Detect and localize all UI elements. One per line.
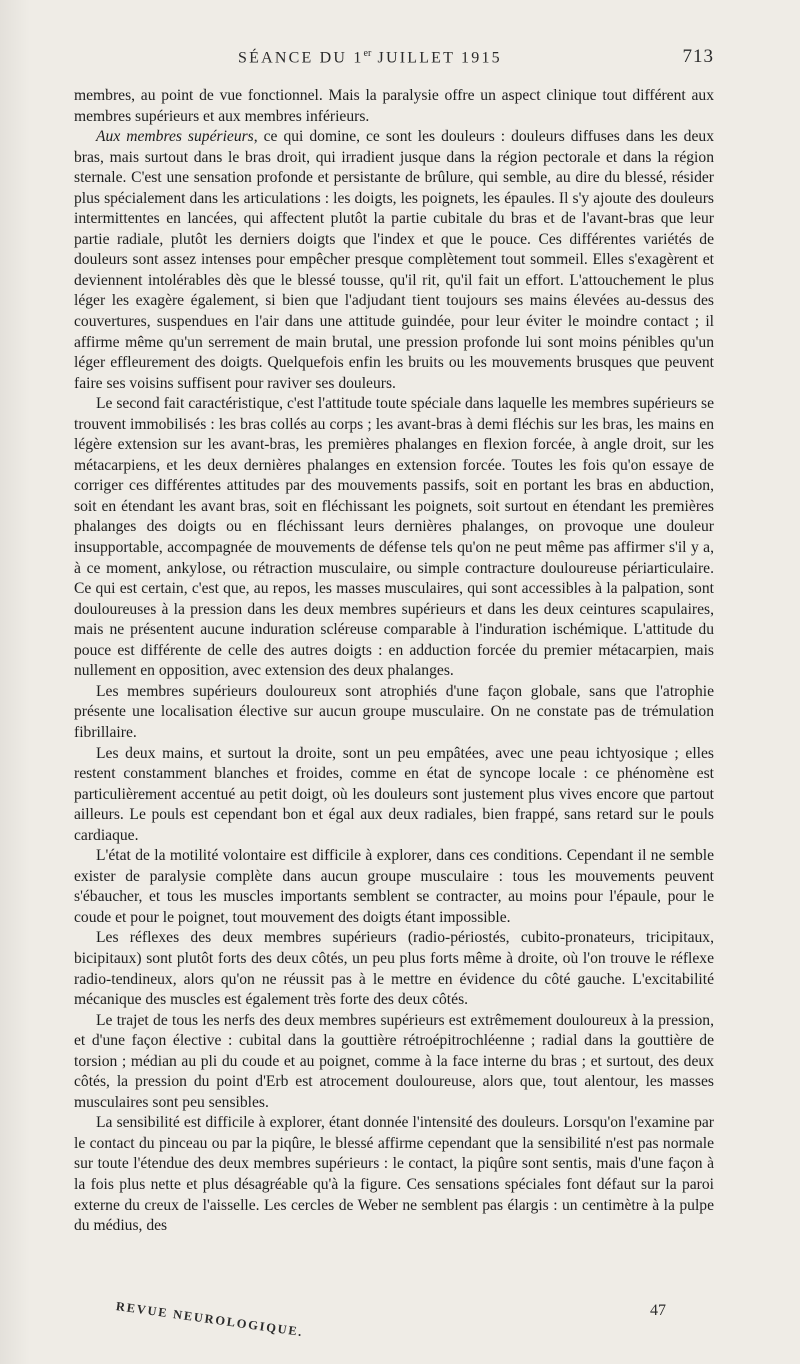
text-run: Le trajet de tous les nerfs des deux membres supérieurs est extrêmement douloureux à la pression, et d'une façon élective : cubital dans la gouttière rétroépitrochléenne ; radial dans la gouttière de torsion ; médian au pli du coude et au poignet, comme à la face interne du bras ; et surtout, des deux côtés, la pression du point d'Erb est atrocement douloureuse, alors que, tout alentour, les masses musculaires sont peu sensibles. xyxy=(74,1011,714,1111)
running-head xyxy=(0,48,800,70)
paragraph xyxy=(74,394,714,682)
page-gutter-shade xyxy=(0,0,30,1364)
text-run: Les réflexes des deux membres supérieurs (radio-périostés, cubito-pronateurs, tricipitaux, bicipitaux) sont plutôt forts des deux côtés, un peu plus forts même à droite, où l'on trouve le réflexe radio-tendineux, alors qu'on ne réussit pas à le mettre en évidence du côté gauche. L'excitabilité mécanique des muscles est également très forte des deux côtés. xyxy=(74,929,714,1009)
text-run: L'état de la motilité volontaire est difficile à explorer, dans ces conditions. Cependant il ne semble exister de paralysie complète dans aucun groupe musculaire : tous les mouvements peuvent s'ébaucher, et tous les muscles importants semblent se contracter, au moins pour l'épaule, pour le coude et pour le poignet, tout mouvement des doigts étant impossible. xyxy=(74,847,714,926)
signature-number: 47 xyxy=(650,1302,666,1319)
paragraph xyxy=(74,127,714,394)
text-run: membres, au point de vue fonctionnel. Mais la paralysie offre un aspect clinique tout différent aux membres supérieurs et aux membres inférieurs. xyxy=(74,87,714,125)
text-run: Les deux mains, et surtout la droite, sont un peu empâtées, avec une peau ichtyosique ; elles restent constamment blanches et froides, comme en état de syncope locale : ce phénomène est particulièrement accentué au petit doigt, où les douleurs sont justement plus vives encore que partout ailleurs. Le pouls est cependant bon et égal aux deux radiales, bien frappé, sans retard sur le pouls cardiaque. xyxy=(74,744,714,844)
text-run: , ce qui domine, ce sont les douleurs : douleurs diffuses dans les deux bras, mais surtout dans le bras droit, qui irradient jusque dans la région pectorale et dans la région sternale. C'est une sensation profonde et persistante de brûlure, qui semble, au dire du blessé, résider plus spécialement dans les articulations : les doigts, les poignets, les épaules. Il s'y ajoute des douleurs intermittentes en lancées, qui affectent plutôt la partie cubitale du bras et de l'avant-bras que leur partie radiale, plutôt les derniers doigts que l'index et que le pouce. Ces différentes variétés de douleurs sont assez intenses pour empêcher presque complètement tout sommeil. Elles s'exagèrent et deviennent intolérables dès que le blessé tousse, qu'il rit, qu'il fait un effort. L'attouchement le plus léger les exagère également, si bien que l'adjudant tient toujours ses mains élevées au-dessus des couvertures, suspendues en l'air dans une attitude guindée, pour leur éviter le moindre contact ; il affirme même qu'un serrement de main brutal, une pression profonde lui sont moins pénibles qu'un léger effleurement des doigts. Quelquefois enfin les bruits ou les mouvements brusques que peuvent faire ses voisins suffisent pour raviver ses douleurs. xyxy=(74,128,714,392)
paragraph xyxy=(74,682,714,744)
paragraph xyxy=(74,1113,714,1236)
page-number: 713 xyxy=(682,46,714,67)
body-text xyxy=(74,86,714,1237)
text-run: Les membres supérieurs douloureux sont atrophiés d'une façon globale, sans que l'atrophie présente une localisation élective sur aucun groupe musculaire. On ne constate pas de trémulation fibrillaire. xyxy=(74,682,714,741)
italic-run: Aux membres supérieurs xyxy=(96,128,254,146)
paragraph xyxy=(74,744,714,847)
paragraph xyxy=(74,1011,714,1114)
running-head-title: SÉANCE DU 1er JUILLET 1915 xyxy=(238,48,502,67)
paragraph xyxy=(74,86,714,127)
paragraph xyxy=(74,928,714,1010)
text-run: La sensibilité est difficile à explorer, étant donnée l'intensité des douleurs. Lorsqu'on l'examine par le contact du pinceau ou par la piqûre, le blessé affirme cependant que la sensibilité n'est pas normale sur toute l'étendue des deux membres supérieurs : le contact, la piqûre sont sentis, mais d'une façon à la fois plus nette et plus désagréable qu'à la figure. Ces sensations spéciales font défaut sur la paroi externe du creux de l'aisselle. Les cercles de Weber ne semblent pas élargis : un centimètre à la pulpe du médius, des xyxy=(74,1114,714,1235)
journal-footer: REVUE NEUROLOGIQUE. xyxy=(115,1299,305,1340)
paragraph xyxy=(74,846,714,928)
text-run: Le second fait caractéristique, c'est l'attitude toute spéciale dans laquelle les membres supérieurs se trouvent immobilisés : les bras collés au corps ; les avant-bras à demi fléchis sur les bras, les mains en légère extension sur les avant-bras, les premières phalanges en flexion forcée, à angle droit, sur les métacarpiens, et les deux dernières phalanges en extension forcée. Toutes les fois qu'on essaye de corriger ces différentes attitudes par des mouvements passifs, soit en portant les bras en abduction, soit en étendant les avant bras, soit en fléchissant les poignets, soit surtout en étendant les premières phalanges des doigts ou en fléchissant leurs dernières phalanges, on provoque une douleur insupportable, accompagnée de mouvements de défense tels qu'on ne peut même pas affirmer s'il y a, à ce moment, ankylose, ou rétraction musculaire, ou simple contracture douloureuse périarticulaire. Ce qui est certain, c'est que, au repos, les masses musculaires, qui sont accessibles à la palpation, sont douloureuses à la pression dans les deux membres supérieurs et dans les deux ceintures scapulaires, mais ne présentent aucune induration scléreuse comparable à l'induration ischémique. L'attitude du pouce est différente de celle des autres doigts : en adduction forcée du premier métacarpien, mais nullement en opposition, avec extension des deux phalanges. xyxy=(74,395,714,680)
